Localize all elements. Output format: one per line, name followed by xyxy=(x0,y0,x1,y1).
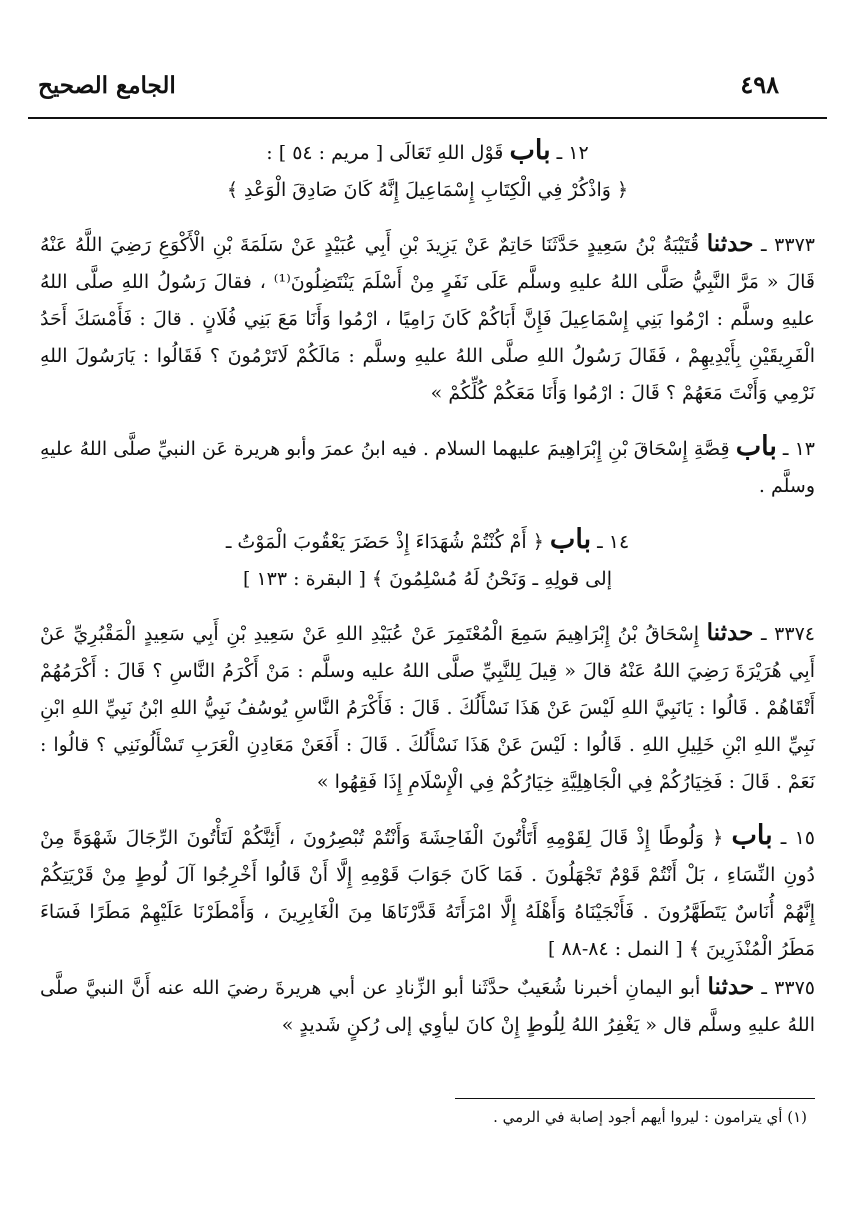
chapter-number: ١٤ xyxy=(608,531,630,553)
header-rule xyxy=(28,117,827,119)
page-body xyxy=(40,132,815,1044)
haddathana-label: حدثنا xyxy=(706,619,754,646)
page-header xyxy=(28,62,827,112)
book-title: الجامع الصحيح xyxy=(38,72,176,99)
chapter-12-heading: ١٢ ـ باب قَوْل اللهِ تَعَالَى [ مريم : ٥٤ ] : xyxy=(266,135,589,166)
page-number: ٤٩٨ xyxy=(740,70,779,99)
chapter-text: ﴿ وَلُوطًا إِذْ قَالَ لِقَوْمِهِ أَتَأْتُونَ الْفَاحِشَةَ وَأَنْتُمْ تُبْصِرُونَ ، أَئِنَّكُمْ لَتَأْتُونَ الرِّجَالَ شَهْوَةً مِنْ دُونِ النِّسَاءِ ، بَلْ أَنْتُمْ قَوْمٌ تَجْهَلُونَ . فَمَا كَانَ جَوَابَ قَوْمِهِ إِلَّا أَنْ قَالُوا أَخْرِجُوا آلَ لُوطٍ مِنْ قَرْيَتِكُمْ إِنَّهُمْ أُنَاسٌ يَتَطَهَّرُونَ . فَأَنْجَيْنَاهُ وَأَهْلَهُ إِلَّا امْرَأَتَهُ قَدَّرْنَاهَا مِنَ الْغَابِرِينَ ، وَأَمْطَرْنَا عَلَيْهِمْ مَطَرًا فَسَاءَ مَطَرُ الْمُنْذَرِينَ ﴾ [ النمل : ٨٤-٨٨ ] xyxy=(40,827,815,960)
chapter-15: ١٥ ـ باب ﴿ وَلُوطًا إِذْ قَالَ لِقَوْمِهِ أَتَأْتُونَ الْفَاحِشَةَ وَأَنْتُمْ تُبْصِرُونَ ، أَئِنَّكُمْ لَتَأْتُونَ الرِّجَالَ شَهْوَةً مِنْ دُونِ النِّسَاءِ ، بَلْ أَنْتُمْ قَوْمٌ تَجْهَلُونَ . فَمَا كَانَ جَوَابَ قَوْمِهِ إِلَّا أَنْ قَالُوا أَخْرِجُوا آلَ لُوطٍ مِنْ قَرْيَتِكُمْ إِنَّهُمْ أُنَاسٌ يَتَطَهَّرُونَ . فَأَنْجَيْنَاهُ وَأَهْلَهُ إِلَّا امْرَأَتَهُ قَدَّرْنَاهَا مِنَ الْغَابِرِينَ ، وَأَمْطَرْنَا عَلَيْهِمْ مَطَرًا فَسَاءَ مَطَرُ الْمُنْذَرِينَ ﴾ [ النمل : ٨٤-٨٨ ] xyxy=(40,820,815,960)
hadith-number: ٣٣٧٤ xyxy=(774,623,815,645)
hadith-3374: ٣٣٧٤ ـ حدثنا إِسْحَاقُ بْنُ إِبْرَاهِيمَ سَمِعَ الْمُعْتَمِرَ عَنْ عُبَيْدِ اللهِ عَنْ سَعِيدِ بْنِ أَبِي سَعِيدٍ الْمَقْبُرِيِّ عَنْ أَبِي هُرَيْرَةَ رَضِيَ اللهُ عَنْهُ قالَ « قِيلَ لِلنَّبِيِّ صلَّى اللهُ عليه وسلَّم : مَنْ أَكْرَمُ النَّاسِ ؟ قَالَ : أَكْرَمُهُمْ أَتْقَاهُمْ . قَالُوا : يَانَبِيَّ اللهِ لَيْسَ عَنْ هَذَا نَسْأَلُكَ . قَالَ : فَأَكْرَمُ النَّاسِ يُوسُفُ نَبِيُّ اللهِ ابْنُ نَبِيِّ اللهِ ابْنِ نَبِيِّ اللهِ ابْنِ خَلِيلِ اللهِ . قَالُوا : لَيْسَ عَنْ هَذَا نَسْأَلُكَ . قَالَ : أَفَعَنْ مَعَادِنِ الْعَرَبِ تَسْأَلُونَنِي ؟ قالُوا : نَعَمْ . قَالَ : فَخِيَارُكُمْ فِي الْجَاهِلِيَّةِ خِيَارُكُمْ فِي الْإِسْلَامِ إِذَا فَقِهُوا » xyxy=(40,619,815,793)
hadith-number: ٣٣٧٣ xyxy=(774,234,815,256)
footnote: (١) أي يترامون : ليروا أيهم أجود إصابة في الرمي . xyxy=(493,1108,807,1126)
chapter-14-heading: ١٤ ـ باب ﴿ أَمْ كُنْتُمْ شُهَدَاءَ إِذْ حَضَرَ يَعْقُوبَ الْمَوْتُ ـ xyxy=(225,524,630,555)
chapter-number: ١٢ xyxy=(568,142,589,164)
chapter-13: ١٣ ـ باب قِصَّةِ إِسْحَاقَ بْنِ إِبْرَاهِيمَ عليهما السلام . فيه ابنُ عمرَ وأبو هريرة عَن النبيِّ صلَّى اللهُ عليهِ وسلَّم . xyxy=(40,431,815,497)
hadith-text: أبو اليمانِ أخبرنا شُعَيبٌ حدَّثَنا أبو الزِّنادِ عن أبي هريرةَ رضيَ الله عنه أَنَّ النبيَّ صلَّى اللهُ عليهِ وسلَّم قال « يَغْفِرُ اللهُ لِلُوطٍ إِنْ كانَ ليأوِي إلى رُكنٍ شَديدٍ » xyxy=(40,977,815,1036)
chapter-title: قَوْل اللهِ تَعَالَى [ مريم : ٥٤ ] : xyxy=(266,142,504,164)
haddathana-label: حدثنا xyxy=(706,230,754,257)
hadith-text: قُتَيْبَةُ بْنُ سَعِيدٍ حَدَّثَنَا حَاتِمٌ عَنْ يَزِيدَ بْنِ أَبِي عُبَيْدٍ عَنْ سَلَمَةَ بْنِ الْأَكْوَعِ رَضِيَ اللَّهُ عَنْهُ قَالَ « مَرَّ النَّبِيُّ صَلَّى اللهُ عليهِ وسلَّم عَلَى نَفَرٍ مِنْ أَسْلَمَ يَنْتَضِلُونَ⁽¹⁾ ، فقالَ رَسُولُ اللهِ صلَّى اللهُ عليهِ وسلَّم : ارْمُوا بَنِي إِسْمَاعِيلَ فَإِنَّ أَبَاكُمْ كَانَ رَامِيًا ، ارْمُوا وَأَنَا مَعَ بَنِي فُلَانٍ . قالَ : فَأَمْسَكَ أَحَدُ الْفَرِيقَيْنِ بِأَيْدِيهِمْ ، فَقَالَ رَسُولُ اللهِ صلَّى اللهُ عليهِ وسلَّم : مَالَكُمْ لَاتَرْمُونَ ؟ فَقَالُوا : يَارَسُولَ اللهِ نَرْمِي وَأَنْتَ مَعَهُمْ ؟ قَالَ : ارْمُوا وَأَنَا مَعَكُمْ كُلِّكُمْ » xyxy=(40,234,816,404)
bab-label: باب xyxy=(735,431,777,462)
bab-label: باب xyxy=(509,135,551,166)
chapter-14-verse-end: إلى قولِهِ ـ وَنَحْنُ لَهُ مُسْلِمُونَ ﴾ [ البقرة : ١٣٣ ] xyxy=(243,568,612,590)
chapter-number: ١٥ xyxy=(794,827,815,849)
hadith-3375: ٣٣٧٥ ـ حدثنا أبو اليمانِ أخبرنا شُعَيبٌ حدَّثَنا أبو الزِّنادِ عن أبي هريرةَ رضيَ الله عنه أَنَّ النبيَّ صلَّى اللهُ عليهِ وسلَّم قال « يَغْفِرُ اللهُ لِلُوطٍ إِنْ كانَ ليأوِي إلى رُكنٍ شَديدٍ » xyxy=(40,973,815,1036)
hadith-3373: ٣٣٧٣ ـ حدثنا قُتَيْبَةُ بْنُ سَعِيدٍ حَدَّثَنَا حَاتِمٌ عَنْ يَزِيدَ بْنِ أَبِي عُبَيْدٍ عَنْ سَلَمَةَ بْنِ الْأَكْوَعِ رَضِيَ اللَّهُ عَنْهُ قَالَ « مَرَّ النَّبِيُّ صَلَّى اللهُ عليهِ وسلَّم عَلَى نَفَرٍ مِنْ أَسْلَمَ يَنْتَضِلُونَ⁽¹⁾ ، فقالَ رَسُولُ اللهِ صلَّى اللهُ عليهِ وسلَّم : ارْمُوا بَنِي إِسْمَاعِيلَ فَإِنَّ أَبَاكُمْ كَانَ رَامِيًا ، ارْمُوا وَأَنَا مَعَ بَنِي فُلَانٍ . قالَ : فَأَمْسَكَ أَحَدُ الْفَرِيقَيْنِ بِأَيْدِيهِمْ ، فَقَالَ رَسُولُ اللهِ صلَّى اللهُ عليهِ وسلَّم : مَالَكُمْ لَاتَرْمُونَ ؟ فَقَالُوا : يَارَسُولَ اللهِ نَرْمِي وَأَنْتَ مَعَهُمْ ؟ قَالَ : ارْمُوا وَأَنَا مَعَكُمْ كُلِّكُمْ » xyxy=(40,230,816,404)
bab-label: باب xyxy=(731,820,773,851)
quran-verse: ﴿ وَاذْكُرْ فِي الْكِتَابِ إِسْمَاعِيلَ إِنَّهُ كَانَ صَادِقَ الْوَعْدِ ﴾ xyxy=(226,179,629,201)
footnote-rule xyxy=(455,1098,815,1099)
chapter-title: قِصَّةِ إِسْحَاقَ بْنِ إِبْرَاهِيمَ عليهما السلام . فيه ابنُ عمرَ وأبو هريرة عَن النبيِّ صلَّى اللهُ عليهِ وسلَّم . xyxy=(40,438,815,497)
chapter-verse: ﴿ أَمْ كُنْتُمْ شُهَدَاءَ إِذْ حَضَرَ يَعْقُوبَ الْمَوْتُ ـ xyxy=(225,531,544,553)
chapter-number: ١٣ xyxy=(794,438,815,460)
haddathana-label: حدثنا xyxy=(707,973,755,1000)
hadith-number: ٣٣٧٥ xyxy=(774,977,815,999)
hadith-text: إِسْحَاقُ بْنُ إِبْرَاهِيمَ سَمِعَ الْمُعْتَمِرَ عَنْ عُبَيْدِ اللهِ عَنْ سَعِيدِ بْنِ أَبِي سَعِيدٍ الْمَقْبُرِيِّ عَنْ أَبِي هُرَيْرَةَ رَضِيَ اللهُ عَنْهُ قالَ « قِيلَ لِلنَّبِيِّ صلَّى اللهُ عليه وسلَّم : مَنْ أَكْرَمُ النَّاسِ ؟ قَالَ : أَكْرَمُهُمْ أَتْقَاهُمْ . قَالُوا : يَانَبِيَّ اللهِ لَيْسَ عَنْ هَذَا نَسْأَلُكَ . قَالَ : فَأَكْرَمُ النَّاسِ يُوسُفُ نَبِيُّ اللهِ ابْنُ نَبِيِّ اللهِ ابْنِ نَبِيِّ اللهِ ابْنِ خَلِيلِ اللهِ . قَالُوا : لَيْسَ عَنْ هَذَا نَسْأَلُكَ . قَالَ : أَفَعَنْ مَعَادِنِ الْعَرَبِ تَسْأَلُونَنِي ؟ قالُوا : نَعَمْ . قَالَ : فَخِيَارُكُمْ فِي الْجَاهِلِيَّةِ خِيَارُكُمْ فِي الْإِسْلَامِ إِذَا فَقِهُوا » xyxy=(40,623,815,793)
bab-label: باب xyxy=(549,524,592,555)
